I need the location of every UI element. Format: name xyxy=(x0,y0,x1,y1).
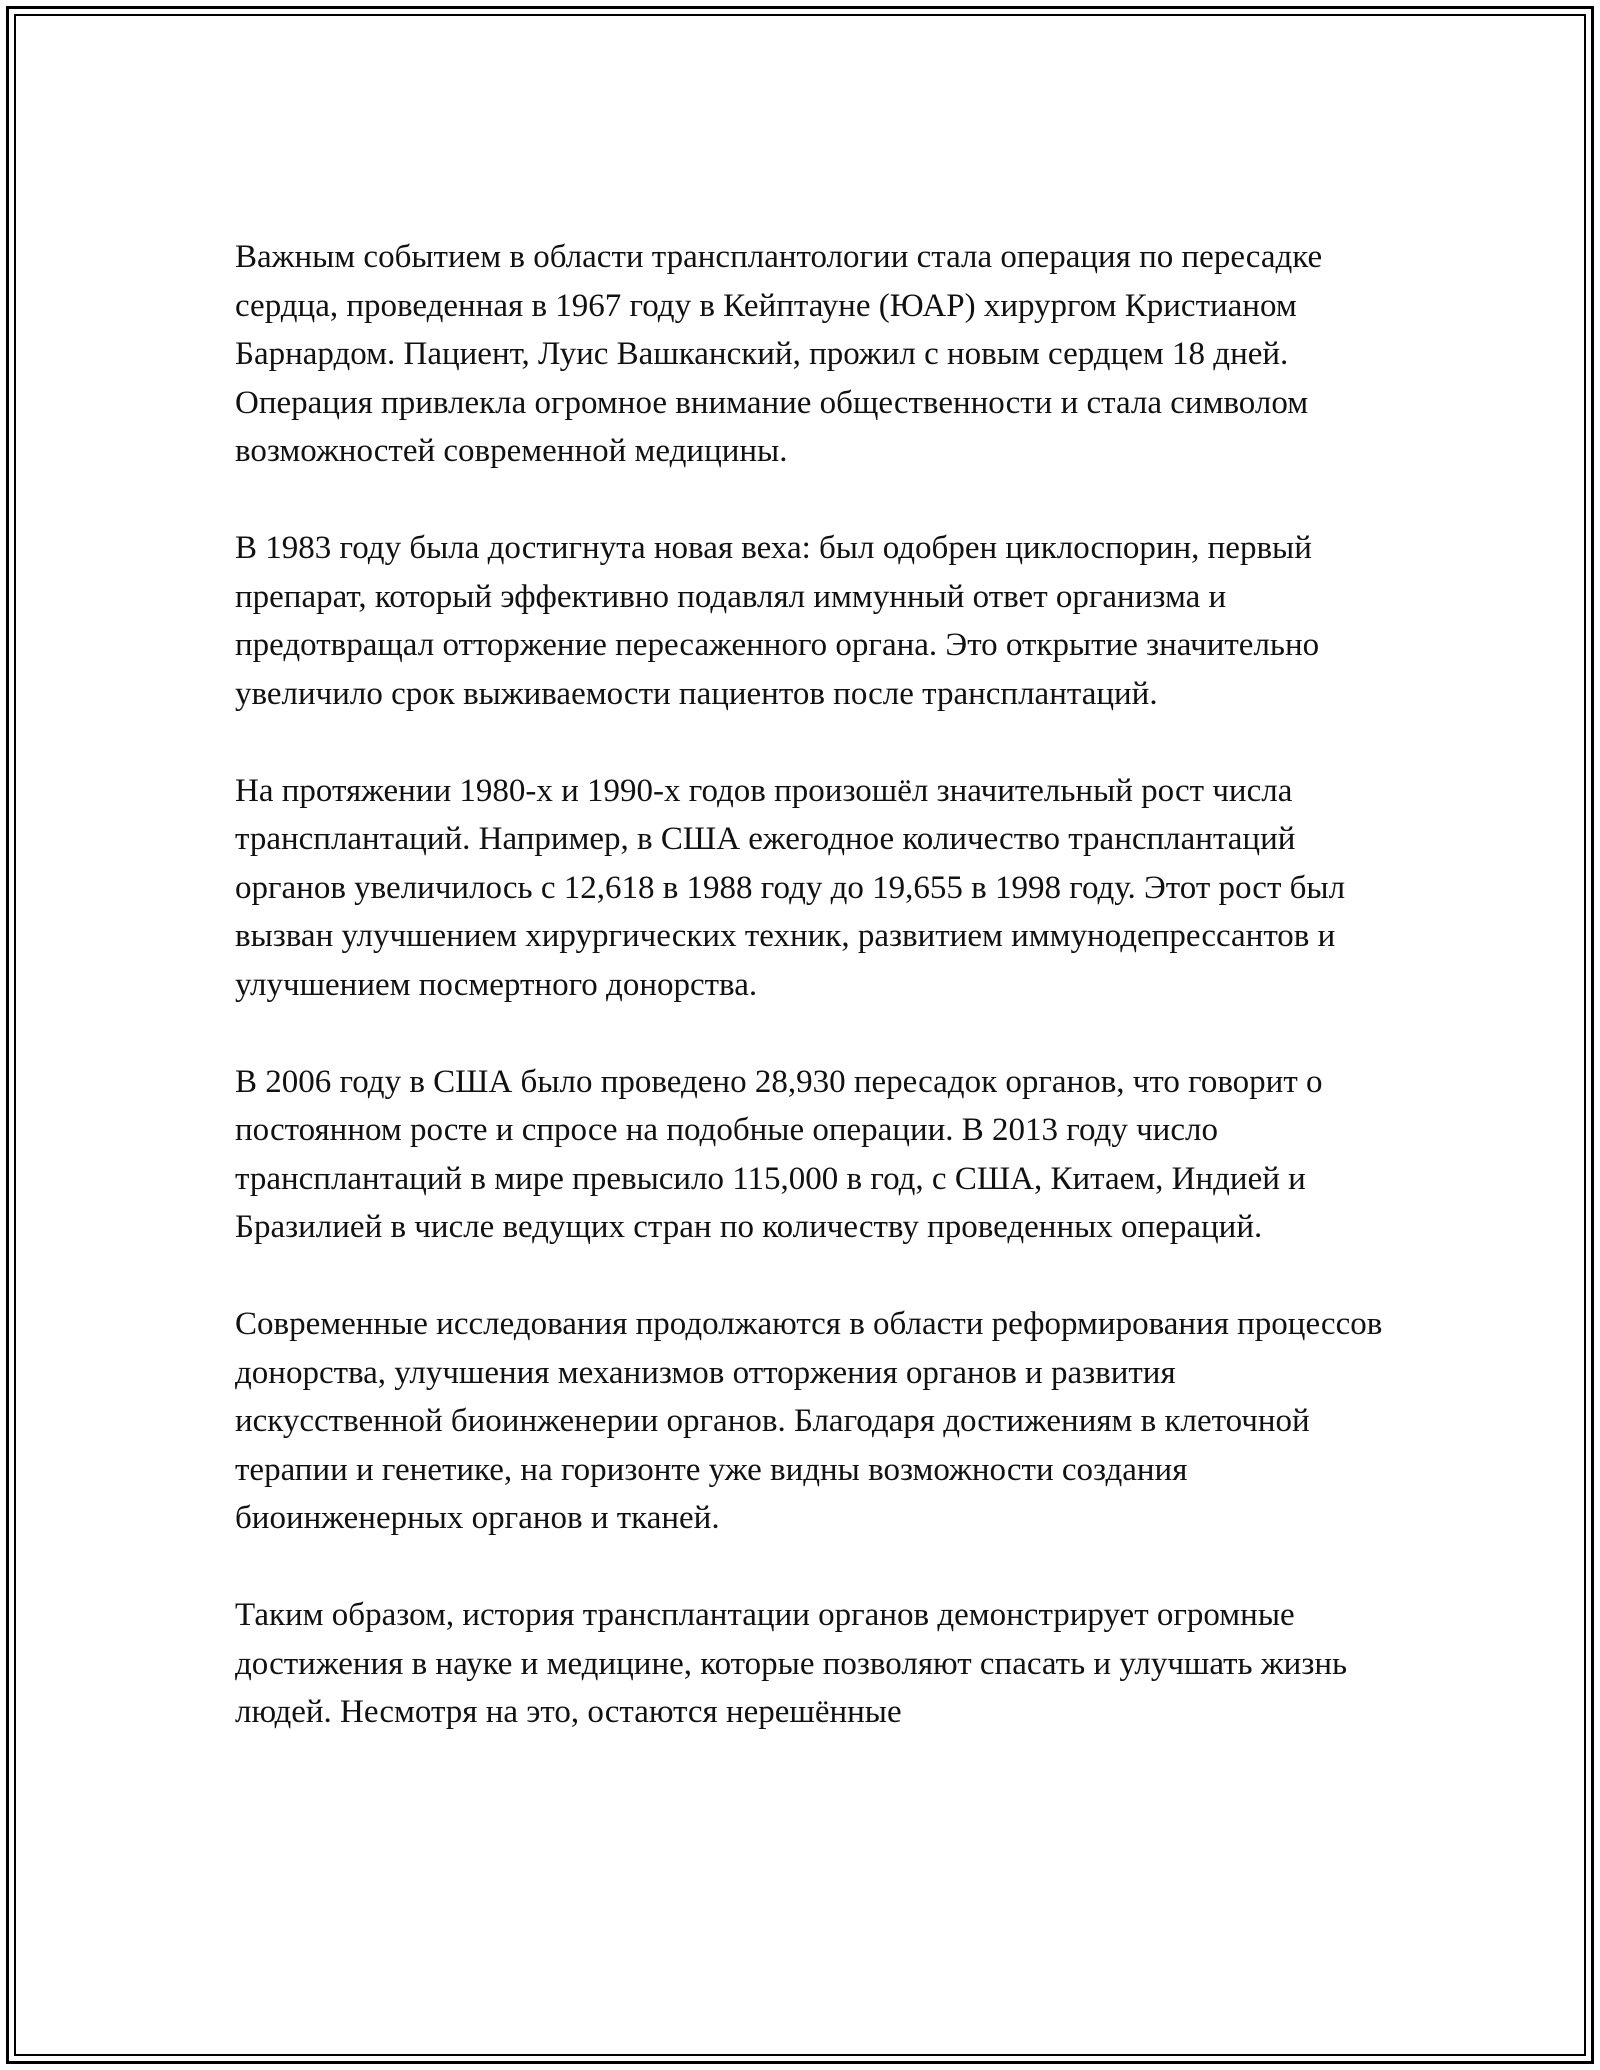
document-body xyxy=(235,233,1385,1785)
paragraph-heart-transplant: Важным событием в области трансплантологии стала операция по пересадке сердца, проведенная в 1967 году в Кейптауне (ЮАР) хирургом Кристианом Барнардом. Пациент, Луис Вашканский, прожил с новым сердцем 18 дней. Операция привлекла огромное внимание общественности и стала символом возможностей современной медицины. xyxy=(235,239,1323,469)
paragraph-growth-1980s-1990s: На протяжении 1980-х и 1990-х годов произошёл значительный рост числа трансплантаций. Например, в США ежегодное количество трансплантаций органов увеличилось с 12,618 в 1988 году до 19,655 в 1998 году. Этот рост был вызван улучшением хирургических техник, развитием иммунодепрессантов и улучшением посмертного донорства. xyxy=(235,772,1346,1003)
paragraph-2006-2013-stats: В 2006 году в США было проведено 28,930 пересадок органов, что говорит о постоянном росте и спросе на подобные операции. В 2013 году число трансплантаций в мире превысило 115,000 в год, с США, Китаем, Индией и Бразилией в числе ведущих стран по количеству проведенных операций. xyxy=(235,1063,1323,1245)
paragraph-cyclosporine: В 1983 году была достигнута новая веха: был одобрен циклоспорин, первый препарат, который эффективно подавлял иммунный ответ организма и предотвращал отторжение пересаженного органа. Это открытие значительно увеличило срок выживаемости пациентов после трансплантаций. xyxy=(235,530,1320,712)
paragraph-conclusion: Таким образом, история трансплантации органов демонстрирует огромные достижения в науке и медицине, которые позволяют спасать и улучшать жизнь людей. Несмотря на это, остаются нерешённые xyxy=(235,1597,1348,1730)
paragraph-modern-research: Современные исследования продолжаются в области реформирования процессов донорства, улучшения механизмов отторжения органов и развития искусственной биоинженерии органов. Благодаря достижениям в клеточной терапии и генетике, на горизонте уже видны возможности создания биоинженерных органов и тканей. xyxy=(235,1306,1383,1536)
